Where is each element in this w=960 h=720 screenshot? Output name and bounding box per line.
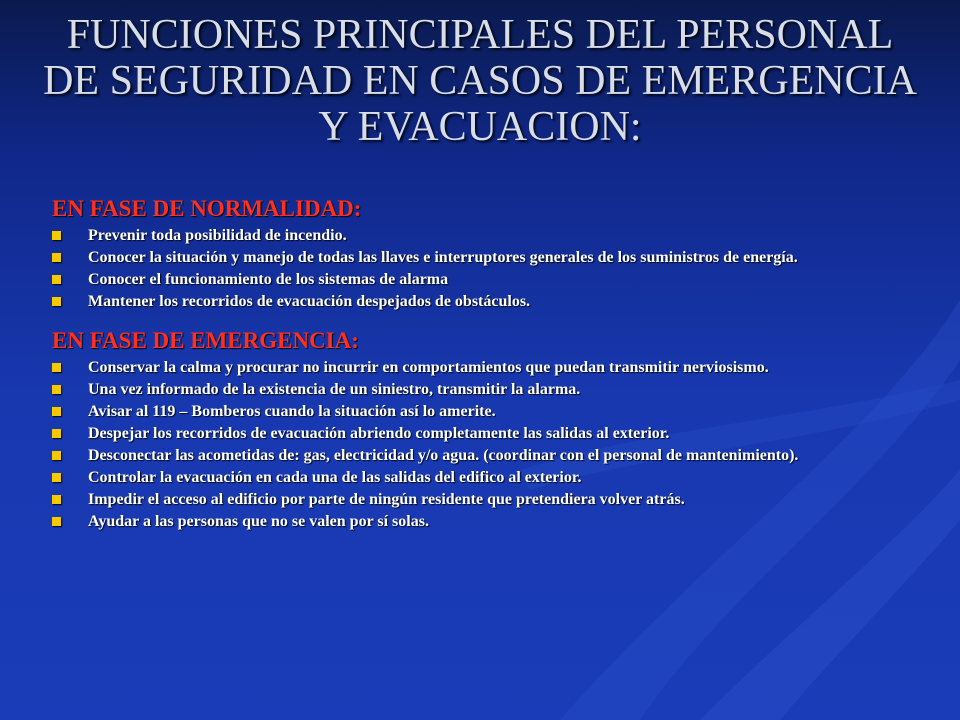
- list-item-text: Prevenir toda posibilidad de incendio.: [88, 227, 347, 244]
- list-item: [52, 469, 912, 486]
- list-item: [52, 381, 912, 398]
- list-item-text: Avisar al 119 – Bomberos cuando la situación así lo amerite.: [88, 403, 496, 420]
- list-item-text: Controlar la evacuación en cada una de las salidas del edifico al exterior.: [88, 469, 582, 486]
- square-bullet-icon: [52, 297, 61, 306]
- section-heading-emergencia: EN FASE DE EMERGENCIA:: [52, 328, 359, 353]
- square-bullet-icon: [52, 363, 61, 372]
- list-item: [52, 359, 912, 376]
- list-item-text: Impedir el acceso al edificio por parte de ningún residente que pretendiera volver atrás.: [88, 491, 685, 508]
- list-item: [52, 293, 912, 310]
- list-item: [52, 403, 912, 420]
- list-item: [52, 491, 912, 508]
- square-bullet-icon: [52, 231, 61, 240]
- square-bullet-icon: [52, 385, 61, 394]
- square-bullet-icon: [52, 517, 61, 526]
- square-bullet-icon: [52, 495, 61, 504]
- list-item: [52, 271, 912, 288]
- square-bullet-icon: [52, 451, 61, 460]
- square-bullet-icon: [52, 429, 61, 438]
- slide-title: FUNCIONES PRINCIPALES DEL PERSONAL DE SEGURIDAD EN CASOS DE EMERGENCIA Y EVACUACION:: [43, 12, 917, 150]
- square-bullet-icon: [52, 473, 61, 482]
- list-item-text: Despejar los recorridos de evacuación abriendo completamente las salidas al exterior.: [88, 425, 670, 442]
- list-item: [52, 447, 912, 464]
- list-item: [52, 513, 912, 530]
- list-item-text: Desconectar las acometidas de: gas, electricidad y/o agua. (coordinar con el personal de mantenimiento).: [88, 447, 799, 464]
- section-heading-normalidad: EN FASE DE NORMALIDAD:: [52, 196, 362, 221]
- list-item: [52, 249, 912, 266]
- list-item: [52, 227, 912, 244]
- list-item: [52, 425, 912, 442]
- list-item-text: Mantener los recorridos de evacuación despejados de obstáculos.: [88, 293, 531, 310]
- list-item-text: Una vez informado de la existencia de un siniestro, transmitir la alarma.: [88, 381, 581, 398]
- list-item-text: Ayudar a las personas que no se valen por sí solas.: [88, 513, 429, 530]
- square-bullet-icon: [52, 407, 61, 416]
- list-normalidad: [52, 227, 912, 310]
- list-item-text: Conocer la situación y manejo de todas las llaves e interruptores generales de los suministros de energía.: [88, 249, 798, 266]
- square-bullet-icon: [52, 275, 61, 284]
- square-bullet-icon: [52, 253, 61, 262]
- list-item-text: Conocer el funcionamiento de los sistemas de alarma: [88, 271, 449, 288]
- slide-content: [52, 196, 912, 535]
- list-emergencia: [52, 359, 912, 530]
- list-item-text: Conservar la calma y procurar no incurrir en comportamientos que puedan transmitir nerviosismo.: [88, 359, 769, 376]
